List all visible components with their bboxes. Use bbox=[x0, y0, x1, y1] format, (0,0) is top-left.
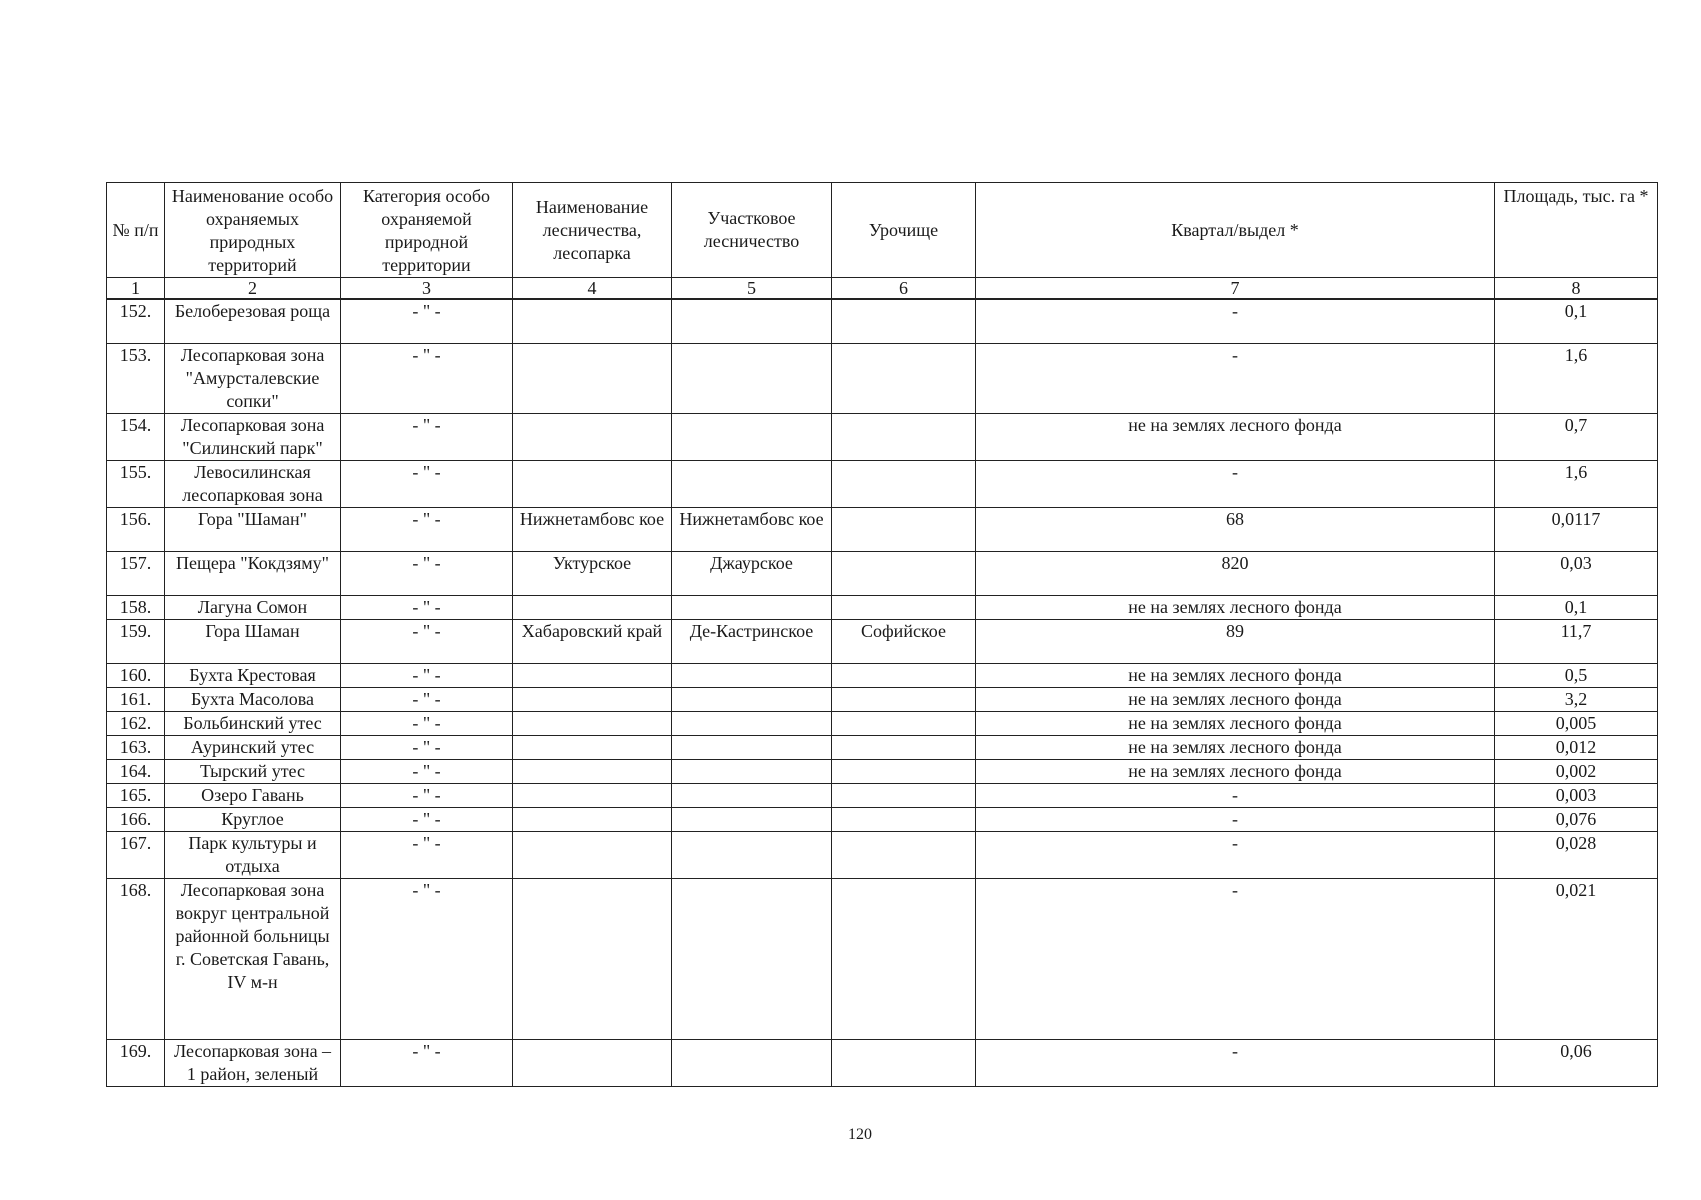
quarter-cell: не на землях лесного фонда bbox=[976, 663, 1495, 687]
district-forestry-cell bbox=[672, 663, 832, 687]
area-value-cell: 11,7 bbox=[1495, 619, 1658, 663]
column-number: 5 bbox=[672, 278, 832, 300]
district-forestry-cell: Джаурское bbox=[672, 551, 832, 595]
category-cell: - " - bbox=[341, 878, 513, 1039]
quarter-cell: - bbox=[976, 1039, 1495, 1086]
area-name-cell: Лагуна Сомон bbox=[165, 595, 341, 619]
district-forestry-cell bbox=[672, 413, 832, 460]
area-name-cell: Пещера "Кокдзяму" bbox=[165, 551, 341, 595]
tract-cell bbox=[832, 460, 976, 507]
area-value-cell: 0,06 bbox=[1495, 1039, 1658, 1086]
column-number-row bbox=[107, 278, 1658, 300]
district-forestry-cell bbox=[672, 711, 832, 735]
row-number-cell: 168. bbox=[107, 878, 165, 1039]
column-number: 8 bbox=[1495, 278, 1658, 300]
row-number-cell: 161. bbox=[107, 687, 165, 711]
forestry-name-cell: Нижнетамбовс кое bbox=[513, 507, 672, 551]
category-cell: - " - bbox=[341, 619, 513, 663]
quarter-cell: - bbox=[976, 343, 1495, 413]
category-cell: - " - bbox=[341, 1039, 513, 1086]
area-name-cell: Парк культуры и отдыха bbox=[165, 831, 341, 878]
row-number-cell: 167. bbox=[107, 831, 165, 878]
tract-cell bbox=[832, 507, 976, 551]
table-row bbox=[107, 619, 1658, 663]
district-forestry-cell: Де-Кастринское bbox=[672, 619, 832, 663]
forestry-name-cell bbox=[513, 687, 672, 711]
tract-cell bbox=[832, 807, 976, 831]
table-row bbox=[107, 595, 1658, 619]
area-name-cell: Лесопарковая зона "Амурсталевские сопки" bbox=[165, 343, 341, 413]
table-row bbox=[107, 735, 1658, 759]
district-forestry-cell bbox=[672, 687, 832, 711]
district-forestry-cell bbox=[672, 759, 832, 783]
forestry-name-cell bbox=[513, 1039, 672, 1086]
quarter-cell: - bbox=[976, 460, 1495, 507]
column-number: 3 bbox=[341, 278, 513, 300]
table-row bbox=[107, 807, 1658, 831]
quarter-cell: - bbox=[976, 783, 1495, 807]
forestry-name-cell bbox=[513, 595, 672, 619]
forestry-name-cell: Хабаровский край bbox=[513, 619, 672, 663]
category-cell: - " - bbox=[341, 663, 513, 687]
row-number-cell: 157. bbox=[107, 551, 165, 595]
forestry-name-cell bbox=[513, 413, 672, 460]
area-value-cell: 1,6 bbox=[1495, 460, 1658, 507]
area-value-cell: 0,1 bbox=[1495, 595, 1658, 619]
category-cell: - " - bbox=[341, 460, 513, 507]
forestry-name-cell: Уктурское bbox=[513, 551, 672, 595]
row-number-cell: 152. bbox=[107, 299, 165, 343]
area-name-cell: Круглое bbox=[165, 807, 341, 831]
category-cell: - " - bbox=[341, 595, 513, 619]
area-name-cell: Гора Шаман bbox=[165, 619, 341, 663]
header-forestry: Наименование лесничества, лесопарка bbox=[513, 183, 672, 278]
tract-cell bbox=[832, 413, 976, 460]
district-forestry-cell bbox=[672, 831, 832, 878]
table-row bbox=[107, 878, 1658, 1039]
quarter-cell: - bbox=[976, 878, 1495, 1039]
row-number-cell: 156. bbox=[107, 507, 165, 551]
quarter-cell: не на землях лесного фонда bbox=[976, 687, 1495, 711]
forestry-name-cell bbox=[513, 831, 672, 878]
page-number: 120 bbox=[848, 1126, 872, 1143]
column-number: 4 bbox=[513, 278, 672, 300]
tract-cell bbox=[832, 878, 976, 1039]
column-number: 2 bbox=[165, 278, 341, 300]
table-row bbox=[107, 831, 1658, 878]
area-value-cell: 0,0117 bbox=[1495, 507, 1658, 551]
category-cell: - " - bbox=[341, 343, 513, 413]
quarter-cell: - bbox=[976, 807, 1495, 831]
area-value-cell: 0,1 bbox=[1495, 299, 1658, 343]
header-district-forestry: Участковое лесничество bbox=[672, 183, 832, 278]
category-cell: - " - bbox=[341, 735, 513, 759]
row-number-cell: 160. bbox=[107, 663, 165, 687]
tract-cell bbox=[832, 663, 976, 687]
quarter-cell: - bbox=[976, 299, 1495, 343]
tract-cell bbox=[832, 831, 976, 878]
forestry-name-cell bbox=[513, 460, 672, 507]
category-cell: - " - bbox=[341, 759, 513, 783]
tract-cell bbox=[832, 687, 976, 711]
table-row bbox=[107, 663, 1658, 687]
column-number: 7 bbox=[976, 278, 1495, 300]
category-cell: - " - bbox=[341, 687, 513, 711]
row-number-cell: 164. bbox=[107, 759, 165, 783]
tract-cell bbox=[832, 759, 976, 783]
quarter-cell: не на землях лесного фонда bbox=[976, 595, 1495, 619]
row-number-cell: 153. bbox=[107, 343, 165, 413]
table-row bbox=[107, 783, 1658, 807]
area-value-cell: 0,5 bbox=[1495, 663, 1658, 687]
tract-cell bbox=[832, 783, 976, 807]
area-value-cell: 3,2 bbox=[1495, 687, 1658, 711]
area-name-cell: Ауринский утес bbox=[165, 735, 341, 759]
quarter-cell: 68 bbox=[976, 507, 1495, 551]
row-number-cell: 162. bbox=[107, 711, 165, 735]
row-number-cell: 158. bbox=[107, 595, 165, 619]
quarter-cell: не на землях лесного фонда bbox=[976, 735, 1495, 759]
tract-cell: Софийское bbox=[832, 619, 976, 663]
header-area: Площадь, тыс. га * bbox=[1495, 183, 1658, 278]
header-name: Наименование особо охраняемых природных территорий bbox=[165, 183, 341, 278]
district-forestry-cell bbox=[672, 735, 832, 759]
area-name-cell: Гора "Шаман" bbox=[165, 507, 341, 551]
column-number: 1 bbox=[107, 278, 165, 300]
quarter-cell: 89 bbox=[976, 619, 1495, 663]
tract-cell bbox=[832, 1039, 976, 1086]
forestry-name-cell bbox=[513, 735, 672, 759]
forestry-name-cell bbox=[513, 783, 672, 807]
district-forestry-cell bbox=[672, 299, 832, 343]
table-row bbox=[107, 759, 1658, 783]
header-number: № п/п bbox=[107, 183, 165, 278]
area-name-cell: Бухта Крестовая bbox=[165, 663, 341, 687]
tract-cell bbox=[832, 595, 976, 619]
area-name-cell: Лесопарковая зона – 1 район, зеленый bbox=[165, 1039, 341, 1086]
district-forestry-cell bbox=[672, 343, 832, 413]
forestry-name-cell bbox=[513, 878, 672, 1039]
category-cell: - " - bbox=[341, 413, 513, 460]
row-number-cell: 165. bbox=[107, 783, 165, 807]
area-name-cell: Левосилинская лесопарковая зона bbox=[165, 460, 341, 507]
table-row bbox=[107, 1039, 1658, 1086]
row-number-cell: 155. bbox=[107, 460, 165, 507]
category-cell: - " - bbox=[341, 807, 513, 831]
area-name-cell: Белоберезовая роща bbox=[165, 299, 341, 343]
district-forestry-cell bbox=[672, 783, 832, 807]
tract-cell bbox=[832, 551, 976, 595]
forestry-name-cell bbox=[513, 663, 672, 687]
district-forestry-cell bbox=[672, 595, 832, 619]
area-value-cell: 0,076 bbox=[1495, 807, 1658, 831]
forestry-name-cell bbox=[513, 759, 672, 783]
area-name-cell: Больбинский утес bbox=[165, 711, 341, 735]
district-forestry-cell bbox=[672, 878, 832, 1039]
row-number-cell: 154. bbox=[107, 413, 165, 460]
tract-cell bbox=[832, 343, 976, 413]
tract-cell bbox=[832, 711, 976, 735]
area-value-cell: 0,003 bbox=[1495, 783, 1658, 807]
table-row bbox=[107, 711, 1658, 735]
quarter-cell: 820 bbox=[976, 551, 1495, 595]
district-forestry-cell bbox=[672, 807, 832, 831]
area-value-cell: 0,002 bbox=[1495, 759, 1658, 783]
district-forestry-cell: Нижнетамбовс кое bbox=[672, 507, 832, 551]
forestry-name-cell bbox=[513, 343, 672, 413]
category-cell: - " - bbox=[341, 299, 513, 343]
category-cell: - " - bbox=[341, 507, 513, 551]
header-row bbox=[107, 183, 1658, 278]
area-value-cell: 0,7 bbox=[1495, 413, 1658, 460]
tract-cell bbox=[832, 735, 976, 759]
row-number-cell: 159. bbox=[107, 619, 165, 663]
header-tract: Урочище bbox=[832, 183, 976, 278]
district-forestry-cell bbox=[672, 460, 832, 507]
area-value-cell: 0,005 bbox=[1495, 711, 1658, 735]
area-name-cell: Тырский утес bbox=[165, 759, 341, 783]
quarter-cell: не на землях лесного фонда bbox=[976, 759, 1495, 783]
table-row bbox=[107, 413, 1658, 460]
header-quarter: Квартал/выдел * bbox=[976, 183, 1495, 278]
category-cell: - " - bbox=[341, 783, 513, 807]
table-row bbox=[107, 507, 1658, 551]
area-value-cell: 0,012 bbox=[1495, 735, 1658, 759]
table-row bbox=[107, 460, 1658, 507]
row-number-cell: 163. bbox=[107, 735, 165, 759]
tract-cell bbox=[832, 299, 976, 343]
category-cell: - " - bbox=[341, 711, 513, 735]
district-forestry-cell bbox=[672, 1039, 832, 1086]
table-body bbox=[107, 299, 1658, 1086]
area-value-cell: 0,03 bbox=[1495, 551, 1658, 595]
table-row bbox=[107, 343, 1658, 413]
area-name-cell: Бухта Масолова bbox=[165, 687, 341, 711]
row-number-cell: 169. bbox=[107, 1039, 165, 1086]
header-category: Категория особо охраняемой природной территории bbox=[341, 183, 513, 278]
quarter-cell: не на землях лесного фонда bbox=[976, 413, 1495, 460]
area-name-cell: Лесопарковая зона вокруг центральной районной больницы г. Советская Гавань, IV м-н bbox=[165, 878, 341, 1039]
forestry-name-cell bbox=[513, 711, 672, 735]
category-cell: - " - bbox=[341, 551, 513, 595]
column-number: 6 bbox=[832, 278, 976, 300]
quarter-cell: не на землях лесного фонда bbox=[976, 711, 1495, 735]
forestry-name-cell bbox=[513, 299, 672, 343]
area-value-cell: 0,028 bbox=[1495, 831, 1658, 878]
quarter-cell: - bbox=[976, 831, 1495, 878]
category-cell: - " - bbox=[341, 831, 513, 878]
area-value-cell: 0,021 bbox=[1495, 878, 1658, 1039]
table-row bbox=[107, 299, 1658, 343]
row-number-cell: 166. bbox=[107, 807, 165, 831]
area-name-cell: Лесопарковая зона "Силинский парк" bbox=[165, 413, 341, 460]
table-row bbox=[107, 551, 1658, 595]
area-name-cell: Озеро Гавань bbox=[165, 783, 341, 807]
table-row bbox=[107, 687, 1658, 711]
forestry-name-cell bbox=[513, 807, 672, 831]
area-value-cell: 1,6 bbox=[1495, 343, 1658, 413]
protected-areas-table bbox=[106, 182, 1658, 1087]
